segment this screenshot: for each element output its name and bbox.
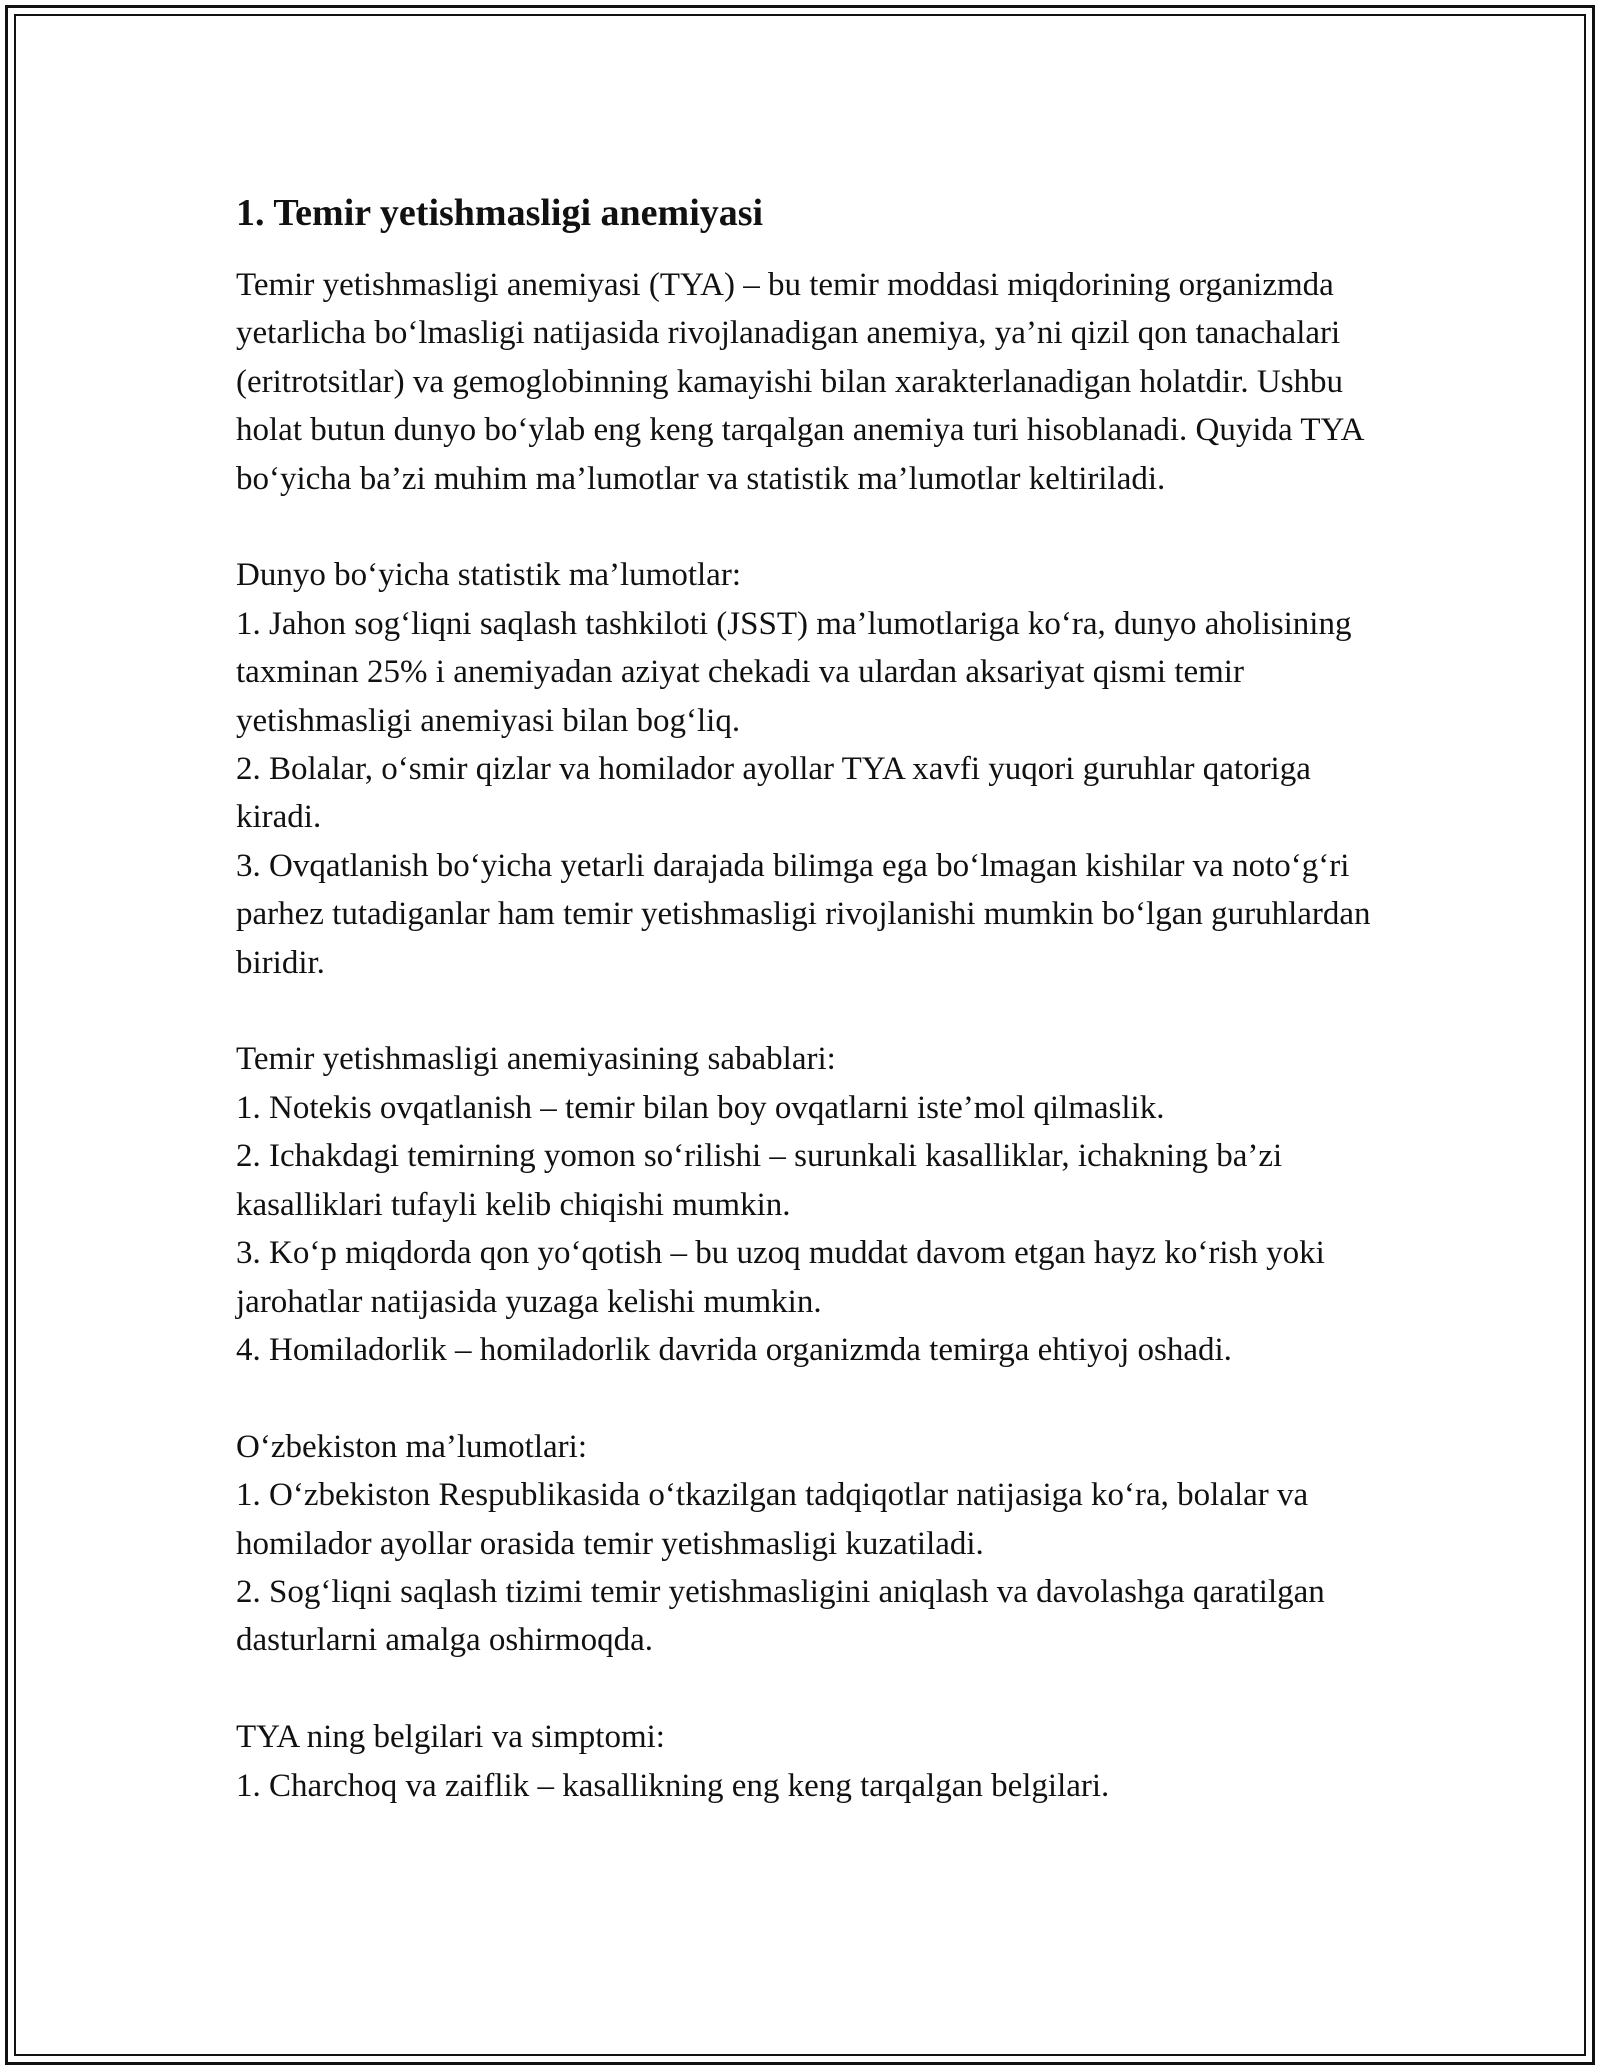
list-item: 3. Ovqatlanish bo‘yicha yetarli darajada bilimga ega bo‘lmagan kishilar va noto‘g‘ri parhez tutadiganlar ham temir yetishmasligi rivojlanishi mumkin bo‘lgan guruhlardan biridir. xyxy=(236,847,1371,981)
list-item: 4. Homiladorlik – homiladorlik davrida organizmda temirga ehtiyoj oshadi. xyxy=(236,1331,1232,1368)
page-title: 1. Temir yetishmasligi anemiyasi xyxy=(236,192,764,234)
section-heading: O‘zbekiston ma’lumotlari: xyxy=(236,1428,587,1465)
section-heading: TYA ning belgilari va simptomi: xyxy=(236,1719,665,1756)
section-heading: Dunyo bo‘yicha statistik ma’lumotlar: xyxy=(236,557,741,594)
intro-paragraph: Temir yetishmasligi anemiyasi (TYA) – bu temir moddasi miqdorining organizmda yetarlicha bo‘lmasligi natijasida rivojlanadigan anemiya, ya’ni qizil qon tanachalari (eritrotsitlar) va gemoglobinning kamayishi bilan xarakterlanadigan holatdir. Ushbu holat butun dunyo bo‘ylab eng keng tarqalgan anemiya turi hisoblanadi. Quyida TYA bo‘yicha ba’zi muhim ma’lumotlar va statistik ma’lumotlar keltiriladi. xyxy=(236,267,1363,497)
list-item: 1. Jahon sog‘liqni saqlash tashkiloti (JSST) ma’lumotlariga ko‘ra, dunyo aholisining taxminan 25% i anemiyadan aziyat chekadi va ulardan aksariyat qismi temir yetishmasligi anemiyasi bilan bog‘liq. xyxy=(236,605,1352,739)
list-item: 1. O‘zbekiston Respublikasida o‘tkazilgan tadqiqotlar natijasiga ko‘ra, bolalar va homilador ayollar orasida temir yetishmasligi kuzatiladi. xyxy=(236,1477,1309,1562)
list-item: 1. Notekis ovqatlanish – temir bilan boy ovqatlarni iste’mol qilmaslik. xyxy=(236,1089,1165,1126)
list-item: 1. Charchoq va zaiflik – kasallikning eng keng tarqalgan belgilari. xyxy=(236,1767,1110,1804)
list-item: 2. Sog‘liqni saqlash tizimi temir yetishmasligini aniqlash va davolashga qaratilgan dasturlarni amalga oshirmoqda. xyxy=(236,1573,1325,1659)
list-item: 2. Bolalar, o‘smir qizlar va homilador ayollar TYA xavfi yuqori guruhlar qatoriga kiradi. xyxy=(236,751,1311,836)
section-uzbekistan-data xyxy=(236,1423,1386,1665)
document-body xyxy=(236,186,1386,1810)
list-item: 3. Ko‘p miqdorda qon yo‘qotish – bu uzoq muddat davom etgan hayz ko‘rish yoki jarohatlar natijasida yuzaga kelishi mumkin. xyxy=(236,1235,1325,1320)
section-world-statistics xyxy=(236,551,1386,987)
section-heading: Temir yetishmasligi anemiyasining sabablari: xyxy=(236,1041,836,1078)
list-item: 2. Ichakdagi temirning yomon so‘rilishi – surunkali kasalliklar, ichakning ba’zi kasalliklari tufayli kelib chiqishi mumkin. xyxy=(236,1138,1283,1223)
section-causes xyxy=(236,1035,1386,1374)
spacer xyxy=(236,503,1386,551)
section-symptoms xyxy=(236,1713,1386,1810)
